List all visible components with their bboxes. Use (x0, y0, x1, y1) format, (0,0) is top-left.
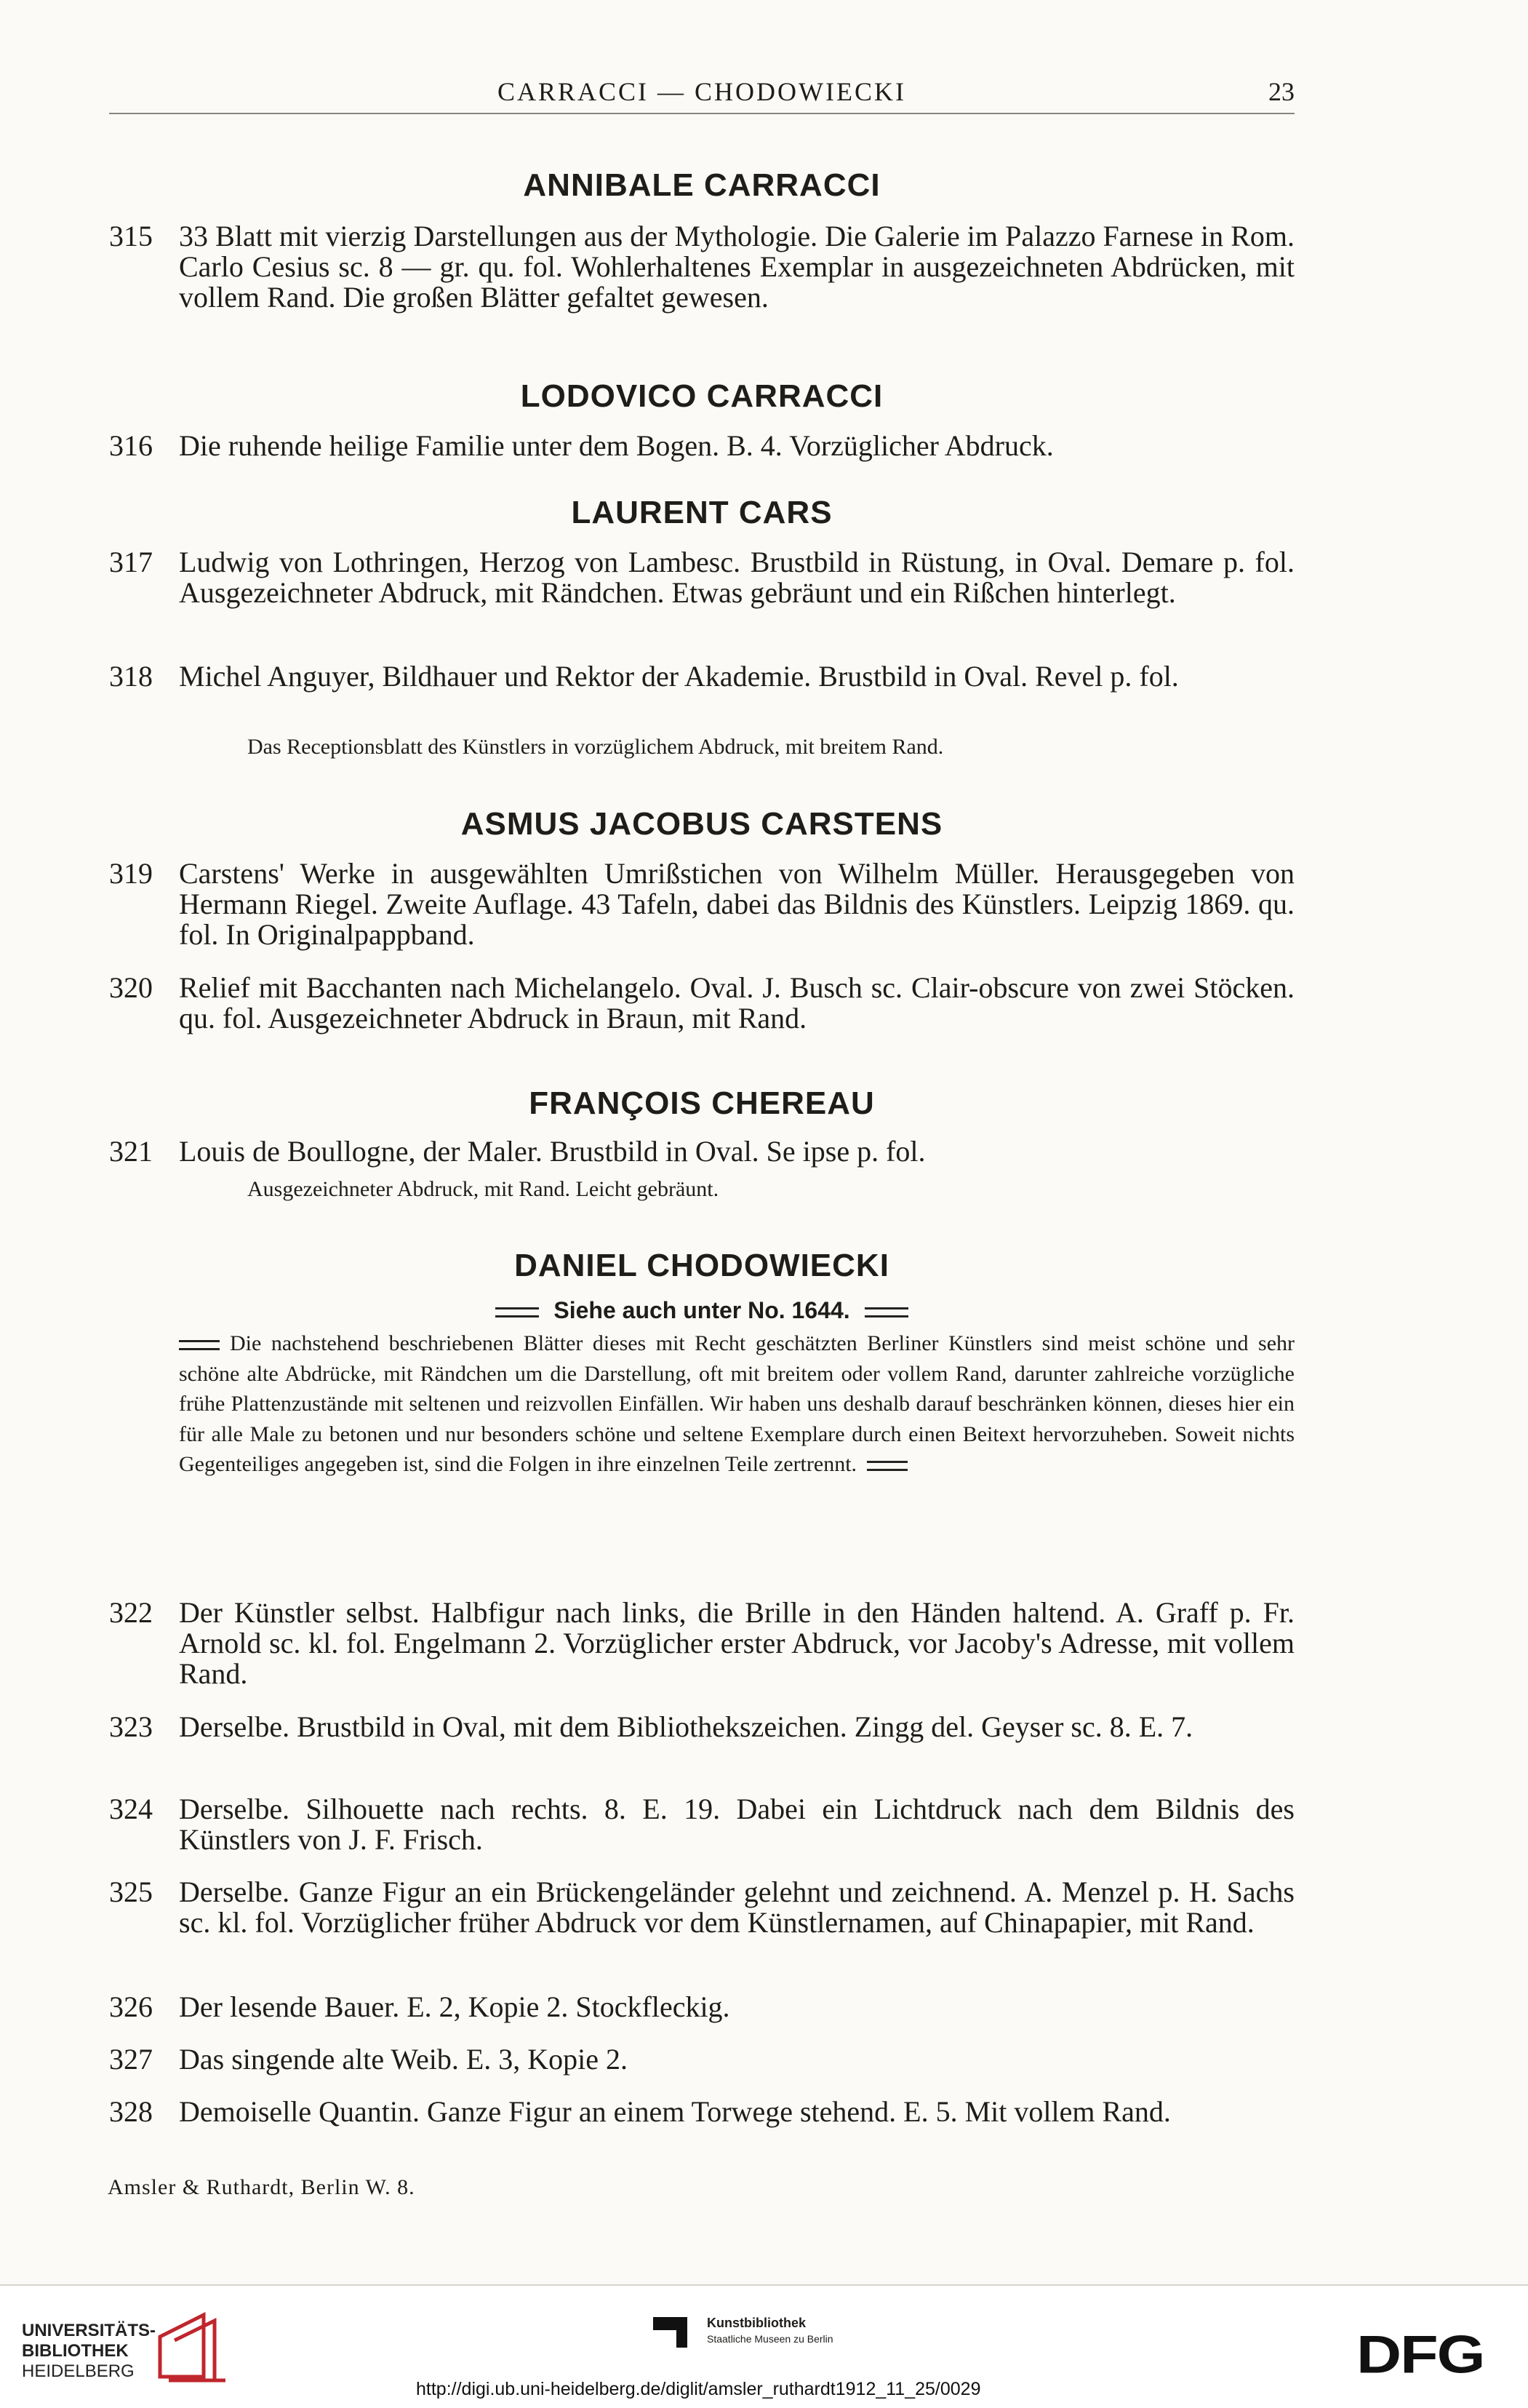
chodowiecki-intro-paragraph (179, 1328, 1295, 1480)
logo-text-line-1: UNIVERSITÄTS- (22, 2321, 156, 2340)
entry-text: Das singende alte Weib. E. 3, Kopie 2. (179, 2043, 628, 2076)
page-number: 23 (1268, 77, 1295, 106)
entry-text: 33 Blatt mit vierzig Darstellungen aus der Mythologie. Die Galerie im Palazzo Farnese in Rom. Carlo Cesius sc. 8 — gr. qu. fol. Wohlerhaltenes Exemplar in ausgezeichneten Abdrücken, mit vollem Rand. Die großen Blätter gefaltet gewesen. (179, 220, 1295, 314)
catalog-entry-324 (109, 1794, 1295, 1855)
entry-number: 326 (109, 1990, 153, 2023)
entry-text: Louis de Boullogne, der Maler. Brustbild in Oval. Se ipse p. fol. (179, 1135, 926, 1168)
entry-number: 318 (109, 660, 153, 693)
section-heading-annibale-carracci: ANNIBALE CARRACCI (523, 167, 881, 203)
catalog-entry-325 (109, 1877, 1295, 1938)
section-heading-lodovico-carracci: LODOVICO CARRACCI (520, 378, 884, 414)
page-header (109, 76, 1295, 114)
kunstbibliothek-subtitle: Staatliche Museen zu Berlin (707, 2333, 833, 2345)
entry-number: 324 (109, 1793, 153, 1825)
catalog-entry-328 (109, 2097, 1295, 2127)
catalog-entry-319 (109, 858, 1295, 950)
catalog-entry-322 (109, 1598, 1295, 1689)
publisher-imprint: Amsler & Ruthardt, Berlin W. 8. (108, 2175, 415, 2199)
entry-number: 327 (109, 2043, 153, 2076)
cross-reference-line (109, 1297, 1295, 1324)
entry-number: 328 (109, 2095, 153, 2128)
double-rule-ornament (179, 1340, 220, 1350)
catalog-entry-318 (109, 661, 1295, 692)
entry-text: Carstens' Werke in ausgewählten Umrißstichen von Wilhelm Müller. Herausgegeben von Hermann Riegel. Zweite Auflage. 43 Tafeln, dabei das Bildnis des Künstlers. Leipzig 1869. qu. fol. In Originalpappband. (179, 857, 1295, 951)
entry-number: 319 (109, 857, 153, 890)
entry-text: Relief mit Bacchanten nach Michelangelo. Oval. J. Busch sc. Clair-obscure von zwei Stöcken. qu. fol. Ausgezeichneter Abdruck in Braun, mit Rand. (179, 971, 1295, 1034)
entry-number: 315 (109, 220, 153, 252)
catalog-entry-323 (109, 1712, 1295, 1742)
entry-text: Derselbe. Silhouette nach rechts. 8. E. 19. Dabei ein Lichtdruck nach dem Bildnis des Künstlers von J. F. Frisch. (179, 1793, 1295, 1856)
kunstbibliothek-name: Kunstbibliothek (707, 2316, 806, 2330)
entry-text: Der Künstler selbst. Halbfigur nach links, die Brille in den Händen haltend. A. Graff p. Fr. Arnold sc. kl. fol. Engelmann 2. Vorzüglicher erster Abdruck, vor Jacoby's Adresse, mit vollem Rand. (179, 1596, 1295, 1690)
catalog-entry-320 (109, 973, 1295, 1034)
catalog-entry-315 (109, 221, 1295, 313)
logo-text-line-2: BIBLIOTHEK (22, 2341, 129, 2361)
logo-text-line-3: HEIDELBERG (22, 2361, 135, 2381)
entry-number: 321 (109, 1135, 153, 1168)
double-rule-ornament (865, 1307, 908, 1317)
entry-number: 325 (109, 1875, 153, 1908)
intro-text: Die nachstehend beschriebenen Blätter dieses mit Recht geschätzten Berliner Künstlers sind meist schöne und sehr schöne alte Abdrücke, mit Rändchen um die Darstellung, oft mit breitem oder vollem Rand, darunter zahlreiche vorzügliche frühe Plattenzustände mit seltenen und reizvollen Einfällen. Wir haben uns deshalb darauf beschränken können, dieses hier ein für alle Male zu betonen und nur besonders schöne und seltene Exemplare durch einen Beitext hervorzuheben. Soweit nichts Gegenteiliges angegeben ist, sind die Folgen in ihre einzelnen Teile zertrennt. (179, 1331, 1295, 1476)
section-heading-daniel-chodowiecki: DANIEL CHODOWIECKI (514, 1248, 889, 1283)
catalog-entry-327 (109, 2044, 1295, 2075)
entry-number: 323 (109, 1710, 153, 1743)
catalog-entry-316 (109, 431, 1295, 461)
entry-text: Der lesende Bauer. E. 2, Kopie 2. Stockfleckig. (179, 1990, 730, 2023)
entry-321-note: Ausgezeichneter Abdruck, mit Rand. Leicht gebräunt. (247, 1177, 719, 1201)
section-heading-laurent-cars: LAURENT CARS (571, 495, 833, 530)
entry-text: Demoiselle Quantin. Ganze Figur an einem Torwege stehend. E. 5. Mit vollem Rand. (179, 2095, 1171, 2128)
double-rule-ornament (867, 1461, 908, 1471)
footer-divider (0, 2284, 1528, 2286)
section-heading-francois-chereau: FRANÇOIS CHEREAU (529, 1085, 875, 1121)
cross-reference-text: Siehe auch unter No. 1644. (553, 1297, 850, 1323)
catalog-entry-317 (109, 547, 1295, 608)
section-heading-asmus-jacobus-carstens: ASMUS JACOBUS CARSTENS (460, 806, 943, 842)
catalog-entry-321 (109, 1136, 1295, 1167)
entry-number: 316 (109, 429, 153, 462)
double-rule-ornament (495, 1307, 539, 1317)
running-title: CARRACCI — CHODOWIECKI (497, 77, 906, 106)
entry-number: 317 (109, 546, 153, 578)
entry-text: Derselbe. Brustbild in Oval, mit dem Bibliothekszeichen. Zingg del. Geyser sc. 8. E. 7. (179, 1710, 1193, 1743)
entry-text: Ludwig von Lothringen, Herzog von Lambesc. Brustbild in Rüstung, in Oval. Demare p. fol. Ausgezeichneter Abdruck, mit Rändchen. Etwas gebräunt und ein Rißchen hinterlegt. (179, 546, 1295, 609)
entry-text: Michel Anguyer, Bildhauer und Rektor der Akademie. Brustbild in Oval. Revel p. fol. (179, 660, 1179, 693)
library-emblem-icon (153, 2308, 240, 2388)
entry-number: 320 (109, 971, 153, 1004)
kunstbibliothek-emblem-icon (647, 2310, 698, 2353)
entry-318-note: Das Receptionsblatt des Künstlers in vorzüglichem Abdruck, mit breitem Rand. (247, 735, 944, 759)
entry-text: Derselbe. Ganze Figur an ein Brückengeländer gelehnt und zeichnend. A. Menzel p. H. Sachs sc. kl. fol. Vorzüglicher früher Abdruck vor dem Künstlernamen, auf Chinapapier, mit Rand. (179, 1875, 1295, 1939)
entry-number: 322 (109, 1596, 153, 1629)
catalog-entry-326 (109, 1992, 1295, 2022)
kunstbibliothek-logo[interactable] (647, 2310, 833, 2357)
source-url-link[interactable]: http://digi.ub.uni-heidelberg.de/diglit/amsler_ruthardt1912_11_25/0029 (416, 2379, 981, 2399)
digitization-footer (0, 2284, 1528, 2408)
dfg-logo[interactable]: DFG (1356, 2324, 1484, 2385)
entry-text: Die ruhende heilige Familie unter dem Bogen. B. 4. Vorzüglicher Abdruck. (179, 429, 1054, 462)
